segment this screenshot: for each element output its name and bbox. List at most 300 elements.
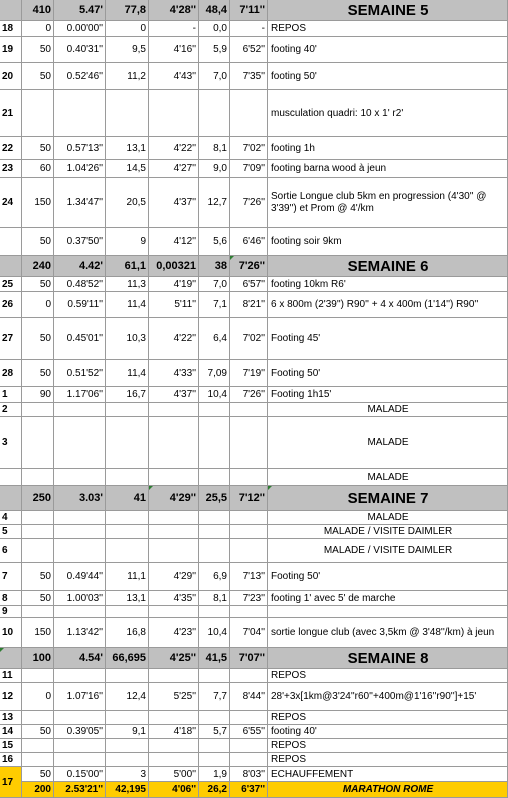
day-cell[interactable] — [0, 318, 22, 360]
day-cell[interactable] — [0, 292, 22, 318]
activity-note[interactable] — [268, 511, 508, 525]
value-c1[interactable] — [22, 591, 54, 606]
value-c3[interactable] — [106, 90, 149, 137]
week-title[interactable] — [268, 486, 508, 511]
day-cell[interactable] — [0, 90, 22, 137]
value-c4[interactable] — [149, 753, 199, 767]
value-c2[interactable] — [54, 683, 106, 711]
value-c3[interactable] — [106, 525, 149, 539]
value-c3[interactable] — [106, 469, 149, 486]
week-total-dist2-text: 48,4 — [205, 4, 227, 16]
activity-note-text: REPOS — [271, 740, 307, 751]
value-c4[interactable] — [149, 563, 199, 591]
week-total-time[interactable] — [54, 648, 106, 669]
value-c6[interactable] — [230, 753, 268, 767]
week-total-pace[interactable] — [149, 0, 199, 21]
value-c6[interactable] — [230, 292, 268, 318]
value-c3[interactable] — [106, 403, 149, 417]
value-c6[interactable] — [230, 387, 268, 403]
value-c6[interactable] — [230, 739, 268, 753]
value-c5[interactable] — [199, 318, 230, 360]
value-c4[interactable] — [149, 90, 199, 137]
value-c3[interactable] — [106, 21, 149, 37]
week-total-sessions[interactable] — [22, 0, 54, 21]
value-c3[interactable] — [106, 669, 149, 683]
day-cell-text: 16 — [2, 754, 14, 765]
value-c4[interactable] — [149, 277, 199, 292]
activity-note[interactable] — [268, 417, 508, 469]
activity-note[interactable] — [268, 178, 508, 228]
activity-note[interactable] — [268, 63, 508, 90]
week-title[interactable] — [268, 648, 508, 669]
value-c3[interactable] — [106, 37, 149, 63]
value-c1[interactable] — [22, 21, 54, 37]
value-c5[interactable] — [199, 90, 230, 137]
value-c1[interactable] — [22, 387, 54, 403]
value-c5[interactable] — [199, 292, 230, 318]
activity-note[interactable] — [268, 683, 508, 711]
day-cell[interactable] — [0, 417, 22, 469]
week-total-pace2[interactable] — [230, 256, 268, 277]
value-c4[interactable] — [149, 403, 199, 417]
value-c5[interactable] — [199, 669, 230, 683]
value-c6[interactable] — [230, 782, 268, 798]
value-c5[interactable] — [199, 563, 230, 591]
value-c6[interactable] — [230, 137, 268, 160]
value-c1[interactable] — [22, 767, 54, 782]
value-c4[interactable] — [149, 725, 199, 739]
value-c1[interactable] — [22, 63, 54, 90]
week-total-sessions[interactable] — [22, 648, 54, 669]
day-cell[interactable] — [0, 228, 22, 256]
week-total-dist2[interactable] — [199, 0, 230, 21]
value-c5[interactable] — [199, 21, 230, 37]
value-c4[interactable] — [149, 160, 199, 178]
table-row — [0, 160, 508, 178]
value-c3[interactable] — [106, 63, 149, 90]
value-c5[interactable] — [199, 360, 230, 387]
value-c1[interactable] — [22, 318, 54, 360]
value-c2[interactable] — [54, 318, 106, 360]
value-c6[interactable] — [230, 618, 268, 648]
week-total-time[interactable] — [54, 256, 106, 277]
value-c2[interactable] — [54, 606, 106, 618]
week-total-km[interactable] — [106, 648, 149, 669]
value-c3[interactable] — [106, 711, 149, 725]
value-c6[interactable] — [230, 563, 268, 591]
value-c1[interactable] — [22, 403, 54, 417]
value-c2[interactable] — [54, 160, 106, 178]
value-c3[interactable] — [106, 725, 149, 739]
value-c4[interactable] — [149, 711, 199, 725]
value-c6[interactable] — [230, 160, 268, 178]
week-total-pace[interactable] — [149, 486, 199, 511]
value-c6[interactable] — [230, 606, 268, 618]
value-c5[interactable] — [199, 37, 230, 63]
value-c3[interactable] — [106, 277, 149, 292]
value-c1[interactable] — [22, 725, 54, 739]
activity-note[interactable] — [268, 539, 508, 563]
activity-note[interactable] — [268, 277, 508, 292]
activity-note[interactable] — [268, 606, 508, 618]
week-total-dist2[interactable] — [199, 648, 230, 669]
value-c2[interactable] — [54, 563, 106, 591]
day-cell[interactable] — [0, 37, 22, 63]
value-c5[interactable] — [199, 228, 230, 256]
value-c2[interactable] — [54, 90, 106, 137]
week-title[interactable] — [268, 256, 508, 277]
activity-note[interactable] — [268, 403, 508, 417]
value-c4[interactable] — [149, 387, 199, 403]
day-cell[interactable] — [0, 160, 22, 178]
day-cell[interactable] — [0, 539, 22, 563]
value-c2-text: 0.15'00'' — [66, 768, 103, 780]
value-c5[interactable] — [199, 711, 230, 725]
value-c1[interactable] — [22, 525, 54, 539]
value-c2[interactable] — [54, 753, 106, 767]
value-c1-text: 50 — [39, 278, 51, 290]
value-c1[interactable] — [22, 606, 54, 618]
value-c1[interactable] — [22, 563, 54, 591]
week-total-km[interactable] — [106, 486, 149, 511]
value-c4[interactable] — [149, 525, 199, 539]
value-c2[interactable] — [54, 591, 106, 606]
value-c6[interactable] — [230, 669, 268, 683]
week-total-dist2[interactable] — [199, 486, 230, 511]
value-c5[interactable] — [199, 606, 230, 618]
value-c1[interactable] — [22, 739, 54, 753]
activity-note[interactable] — [268, 21, 508, 37]
value-c3[interactable] — [106, 228, 149, 256]
value-c5[interactable] — [199, 782, 230, 798]
value-c2[interactable] — [54, 525, 106, 539]
activity-note[interactable] — [268, 292, 508, 318]
day-cell[interactable] — [0, 669, 22, 683]
day-cell[interactable] — [0, 725, 22, 739]
day-cell[interactable] — [0, 256, 22, 277]
value-c4[interactable] — [149, 591, 199, 606]
value-c2[interactable] — [54, 63, 106, 90]
week-total-pace2[interactable] — [230, 648, 268, 669]
value-c1[interactable] — [22, 360, 54, 387]
activity-note[interactable] — [268, 318, 508, 360]
day-cell[interactable] — [0, 277, 22, 292]
value-c6-text: 7'13'' — [242, 571, 265, 582]
value-c3[interactable] — [106, 318, 149, 360]
value-c4[interactable] — [149, 417, 199, 469]
value-c3[interactable] — [106, 511, 149, 525]
day-cell[interactable] — [0, 403, 22, 417]
value-c1[interactable] — [22, 669, 54, 683]
value-c6[interactable] — [230, 90, 268, 137]
day-cell[interactable] — [0, 486, 22, 511]
value-c1[interactable] — [22, 37, 54, 63]
day-cell[interactable] — [0, 525, 22, 539]
day-cell-text: 8 — [2, 592, 8, 604]
value-c5[interactable] — [199, 469, 230, 486]
value-c6[interactable] — [230, 511, 268, 525]
value-c4[interactable] — [149, 360, 199, 387]
value-c3[interactable] — [106, 606, 149, 618]
value-c2[interactable] — [54, 618, 106, 648]
value-c2[interactable] — [54, 739, 106, 753]
value-c3[interactable] — [106, 539, 149, 563]
week-total-km[interactable] — [106, 0, 149, 21]
value-c6[interactable] — [230, 21, 268, 37]
value-c3[interactable] — [106, 387, 149, 403]
value-c6[interactable] — [230, 767, 268, 782]
value-c2[interactable] — [54, 767, 106, 782]
table-row — [0, 360, 508, 387]
value-c1[interactable] — [22, 417, 54, 469]
day-17-cell[interactable] — [0, 768, 22, 798]
activity-note[interactable] — [268, 563, 508, 591]
value-c5[interactable] — [199, 767, 230, 782]
value-c5[interactable] — [199, 591, 230, 606]
activity-note[interactable] — [268, 767, 508, 782]
week-total-time[interactable] — [54, 0, 106, 21]
value-c1[interactable] — [22, 618, 54, 648]
day-cell[interactable] — [0, 591, 22, 606]
value-c3[interactable] — [106, 292, 149, 318]
value-c1[interactable] — [22, 137, 54, 160]
value-c2[interactable] — [54, 782, 106, 798]
value-c1[interactable] — [22, 277, 54, 292]
activity-note[interactable] — [268, 387, 508, 403]
value-c3[interactable] — [106, 767, 149, 782]
value-c2[interactable] — [54, 403, 106, 417]
activity-note[interactable] — [268, 37, 508, 63]
value-c2[interactable] — [54, 228, 106, 256]
activity-note[interactable] — [268, 739, 508, 753]
value-c4[interactable] — [149, 767, 199, 782]
value-c3[interactable] — [106, 417, 149, 469]
value-c4[interactable] — [149, 683, 199, 711]
value-c5[interactable] — [199, 277, 230, 292]
value-c4[interactable] — [149, 21, 199, 37]
day-cell[interactable] — [0, 469, 22, 486]
value-c3[interactable] — [106, 739, 149, 753]
value-c6[interactable] — [230, 277, 268, 292]
value-c4[interactable] — [149, 739, 199, 753]
table-row — [0, 292, 508, 318]
value-c3[interactable] — [106, 591, 149, 606]
activity-note[interactable] — [268, 725, 508, 739]
week-total-sessions[interactable] — [22, 256, 54, 277]
activity-note[interactable] — [268, 360, 508, 387]
value-c3[interactable] — [106, 683, 149, 711]
week-total-pace[interactable] — [149, 648, 199, 669]
value-c2[interactable] — [54, 37, 106, 63]
day-cell[interactable] — [0, 387, 22, 403]
value-c4[interactable] — [149, 37, 199, 63]
day-cell[interactable] — [0, 683, 22, 711]
value-c3[interactable] — [106, 137, 149, 160]
value-c4[interactable] — [149, 228, 199, 256]
value-c5[interactable] — [199, 137, 230, 160]
value-c6[interactable] — [230, 539, 268, 563]
week-header-row — [0, 648, 508, 669]
day-cell[interactable] — [0, 137, 22, 160]
value-c4[interactable] — [149, 137, 199, 160]
activity-note[interactable] — [268, 618, 508, 648]
value-c3[interactable] — [106, 178, 149, 228]
week-total-time[interactable] — [54, 486, 106, 511]
value-c3-text: 11,2 — [127, 70, 146, 82]
value-c6[interactable] — [230, 711, 268, 725]
value-c2[interactable] — [54, 669, 106, 683]
value-c5[interactable] — [199, 539, 230, 563]
value-c1[interactable] — [22, 711, 54, 725]
value-c6[interactable] — [230, 725, 268, 739]
value-c4[interactable] — [149, 292, 199, 318]
value-c1[interactable] — [22, 469, 54, 486]
activity-note[interactable] — [268, 525, 508, 539]
value-c5[interactable] — [199, 417, 230, 469]
activity-note[interactable] — [268, 160, 508, 178]
value-c6[interactable] — [230, 63, 268, 90]
value-c6[interactable] — [230, 417, 268, 469]
value-c4[interactable] — [149, 606, 199, 618]
activity-note[interactable] — [268, 90, 508, 137]
week-total-pace2[interactable] — [230, 486, 268, 511]
activity-note[interactable] — [268, 591, 508, 606]
day-cell[interactable] — [0, 753, 22, 767]
value-c5[interactable] — [199, 725, 230, 739]
value-c1[interactable] — [22, 90, 54, 137]
value-c2[interactable] — [54, 417, 106, 469]
activity-note[interactable] — [268, 711, 508, 725]
value-c2[interactable] — [54, 292, 106, 318]
value-c6[interactable] — [230, 525, 268, 539]
value-c4[interactable] — [149, 63, 199, 90]
value-c6[interactable] — [230, 403, 268, 417]
table-row — [0, 277, 508, 292]
week-total-pace2[interactable] — [230, 0, 268, 21]
week-total-sessions[interactable] — [22, 486, 54, 511]
value-c6[interactable] — [230, 178, 268, 228]
week-total-km-text: 66,695 — [112, 652, 146, 664]
day-cell[interactable] — [0, 711, 22, 725]
value-c2[interactable] — [54, 137, 106, 160]
activity-note[interactable] — [268, 228, 508, 256]
value-c2[interactable] — [54, 725, 106, 739]
value-c5[interactable] — [199, 387, 230, 403]
value-c6[interactable] — [230, 683, 268, 711]
day-cell[interactable] — [0, 21, 22, 37]
value-c6-text: 6'52'' — [242, 44, 265, 55]
day-cell[interactable] — [0, 739, 22, 753]
value-c6[interactable] — [230, 228, 268, 256]
value-c3[interactable] — [106, 753, 149, 767]
value-c4[interactable] — [149, 782, 199, 798]
value-c3[interactable] — [106, 782, 149, 798]
value-c1[interactable] — [22, 511, 54, 525]
value-c4[interactable] — [149, 511, 199, 525]
activity-note-text: REPOS — [271, 670, 307, 681]
value-c6[interactable] — [230, 360, 268, 387]
value-c6[interactable] — [230, 469, 268, 486]
value-c2[interactable] — [54, 360, 106, 387]
value-c1[interactable] — [22, 782, 54, 798]
day-17-label: 17 — [2, 777, 14, 788]
week-total-dist2[interactable] — [199, 256, 230, 277]
value-c6[interactable] — [230, 37, 268, 63]
value-c2[interactable] — [54, 21, 106, 37]
value-c5[interactable] — [199, 683, 230, 711]
table-row — [0, 228, 508, 256]
value-c1[interactable] — [22, 228, 54, 256]
value-c5[interactable] — [199, 178, 230, 228]
value-c1[interactable] — [22, 292, 54, 318]
value-c1[interactable] — [22, 178, 54, 228]
value-c4[interactable] — [149, 469, 199, 486]
value-c1[interactable] — [22, 160, 54, 178]
value-c5[interactable] — [199, 63, 230, 90]
day-cell-text: 21 — [2, 107, 14, 119]
value-c4[interactable] — [149, 539, 199, 563]
day-cell[interactable] — [0, 511, 22, 525]
value-c5[interactable] — [199, 511, 230, 525]
value-c5[interactable] — [199, 525, 230, 539]
activity-note[interactable] — [268, 669, 508, 683]
value-c1[interactable] — [22, 539, 54, 563]
value-c2[interactable] — [54, 178, 106, 228]
value-c1-text: 50 — [39, 333, 51, 344]
value-c5[interactable] — [199, 160, 230, 178]
value-c2[interactable] — [54, 711, 106, 725]
day-cell[interactable] — [0, 563, 22, 591]
value-c5[interactable] — [199, 403, 230, 417]
week-total-pace[interactable] — [149, 256, 199, 277]
week-total-km[interactable] — [106, 256, 149, 277]
value-c2[interactable] — [54, 469, 106, 486]
day-cell[interactable] — [0, 0, 22, 21]
value-c5[interactable] — [199, 753, 230, 767]
value-c2[interactable] — [54, 539, 106, 563]
activity-note[interactable] — [268, 137, 508, 160]
value-c4[interactable] — [149, 178, 199, 228]
value-c1[interactable] — [22, 683, 54, 711]
value-c4[interactable] — [149, 669, 199, 683]
day-cell[interactable] — [0, 606, 22, 618]
value-c3[interactable] — [106, 360, 149, 387]
activity-note[interactable] — [268, 753, 508, 767]
value-c5[interactable] — [199, 739, 230, 753]
value-c2[interactable] — [54, 511, 106, 525]
activity-note[interactable] — [268, 469, 508, 486]
day-cell[interactable] — [0, 63, 22, 90]
value-c3-text: 3 — [140, 768, 146, 780]
activity-note[interactable] — [268, 782, 508, 798]
value-c4[interactable] — [149, 618, 199, 648]
value-c2[interactable] — [54, 387, 106, 403]
value-c6[interactable] — [230, 591, 268, 606]
value-c3[interactable] — [106, 160, 149, 178]
value-c1-text: 50 — [39, 726, 51, 737]
value-c2[interactable] — [54, 277, 106, 292]
day-cell[interactable] — [0, 618, 22, 648]
value-c5[interactable] — [199, 618, 230, 648]
week-title[interactable] — [268, 0, 508, 21]
value-c1[interactable] — [22, 753, 54, 767]
value-c3[interactable] — [106, 618, 149, 648]
day-cell[interactable] — [0, 360, 22, 387]
value-c6[interactable] — [230, 318, 268, 360]
value-c3[interactable] — [106, 563, 149, 591]
day-cell[interactable] — [0, 178, 22, 228]
value-c4[interactable] — [149, 318, 199, 360]
